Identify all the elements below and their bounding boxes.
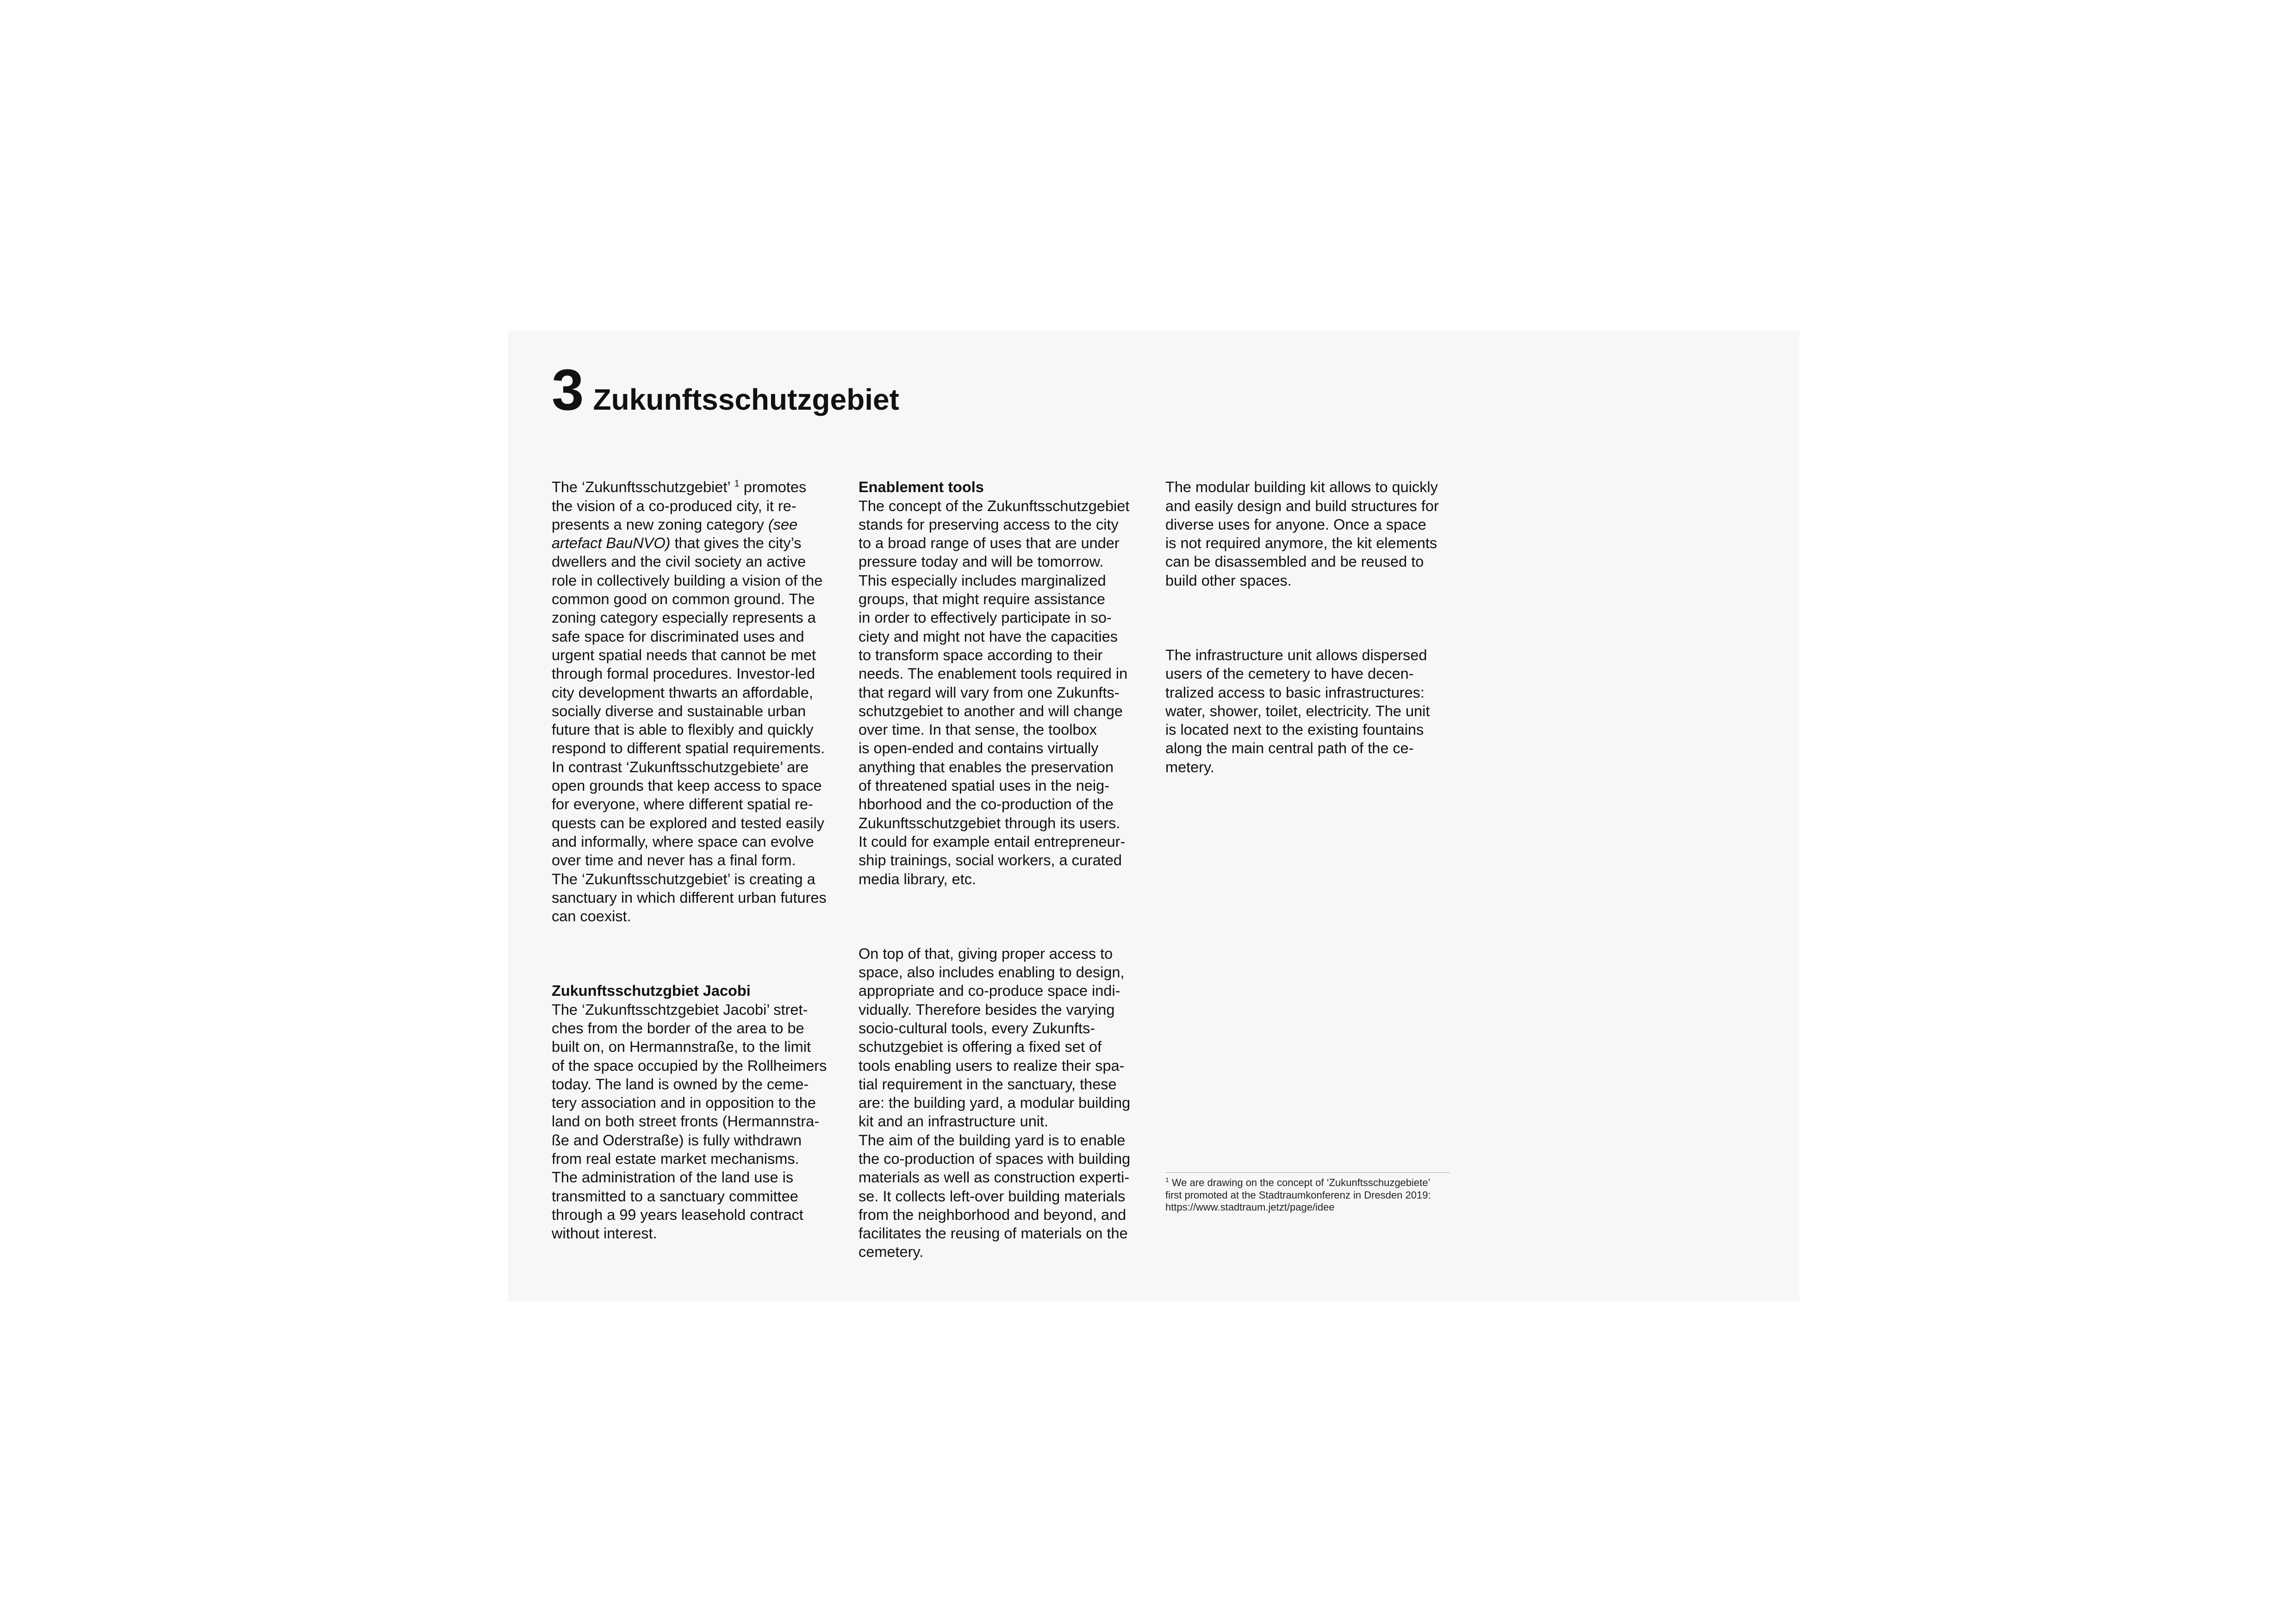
footnote-divider [1165, 1172, 1450, 1173]
chapter-number: 3 [552, 358, 584, 422]
footnote-reference: 1 [734, 479, 740, 489]
text-column-3 [1165, 459, 1457, 795]
enablement-paragraph: The concept of the Zukunftsschutzgebiet stands for preserving access to the city to a broad range of uses that are under pressure today and will be tomorrow. This especially includes marginalized groups, that might require assistance in order to effectively participate in so- ciety and might not have the capacities to transform space according to their needs. The enablement tools required in that regard will vary from one Zukunfts- schutzgebiet to another and will change over time. In that sense, the toolbox is open-ended and contains virtually anything that enables the preservation of threatened spatial uses in the neig- hborhood and the co-production of the Zukunftsschutzgebiet through its users. It could for example entail entrepreneur- ship trainings, social workers, a curated media library, etc. [859, 497, 1130, 887]
building-kit-paragraph: The modular building kit allows to quickly and easily design and build structures for diverse uses for anyone. Once a space is not required anymore, the kit elements can be disassembled and be reused to build other spaces. [1165, 479, 1439, 589]
footnote [1165, 1177, 1462, 1214]
chapter-heading [552, 358, 899, 422]
jacobi-paragraph: The ‘Zukunftsschtzgebiet Jacobi’ stret- ches from the border of the area to be built on, on Hermannstraße, to the limit of the space occupied by the Rollheimers today. The land is owned by the ceme- tery association and in opposition to the land on both street fronts (Hermannstra- ße and Oderstraße) is fully withdrawn from real estate market mechanisms. The administration of the land use is transmitted to a sanctuary committee through a 99 years leasehold contract without interest. [552, 1001, 827, 1242]
enablement-subheading: Enablement tools [859, 479, 984, 496]
jacobi-subheading: Zukunftsschutzgbiet Jacobi [552, 982, 751, 999]
access-paragraph: On top of that, giving proper access to space, also includes enabling to design, appropriate and co-produce space indi- vidually. Therefore besides the varying socio-cultural tools, every Zukunfts- schutzgebiet is offering a fixed set of tools enabling users to realize their spa- tial requirement in the sanctuary, these are: the building yard, a modular building kit and an infrastructure unit. The aim of the building yard is to enable the co-production of spaces with building materials as well as construction experti- se. It collects left-over building materials from the neighborhood and beyond, and facilitates the reusing of materials on the cemetery. [859, 945, 1131, 1261]
artefact-reference: (see artefact BauNVO) [552, 516, 798, 552]
infrastructure-paragraph: The infrastructure unit allows dispersed users of the cemetery to have decen- tralized access to basic infrastructures: water, shower, toilet, electricity. The unit is located next to the existing fountains along the main central path of the ce- metery. [1165, 646, 1430, 775]
intro-text-start: The ‘Zukunftsschutzgebiet’ [552, 479, 731, 496]
text-column-2 [859, 459, 1150, 1280]
footnote-marker: 1 [1165, 1176, 1169, 1184]
text-column-1 [552, 459, 843, 1262]
footnote-text: We are drawing on the concept of ‘Zukunftsschuzgebiete’ first promoted at the Stadtraumkonferenz in Dresden 2019: https://www.stadtraum.jetzt/page/idee [1165, 1177, 1431, 1213]
page-panel [508, 331, 1799, 1302]
jacobi-section [552, 981, 843, 1243]
enablement-section [859, 478, 1150, 888]
intro-text-middle: promotes the vision of a co-produced city, it re- presents a new zoning category [552, 479, 807, 533]
intro-paragraph [552, 478, 843, 925]
chapter-title: Zukunftsschutzgebiet [593, 383, 899, 416]
intro-text-end: that gives the city’s dwellers and the civil society an active role in collectively building a vision of the common good on common ground. The zoning category especially represents a safe space for discriminated uses and urgent spatial needs that cannot be met through formal procedures. Investor-led city development thwarts an affordable, socially diverse and sustainable urban future that is able to flexibly and quickly respond to different spatial requirements. In contrast ‘Zukunftsschutzgebiete’ are open grounds that keep access to space for everyone, where different spatial re- quests can be explored and tested easily and informally, where space can evolve over time and never has a final form. The ‘Zukunftsschutzgebiet’ is creating a sanctuary in which different urban futures can coexist. [552, 535, 827, 925]
